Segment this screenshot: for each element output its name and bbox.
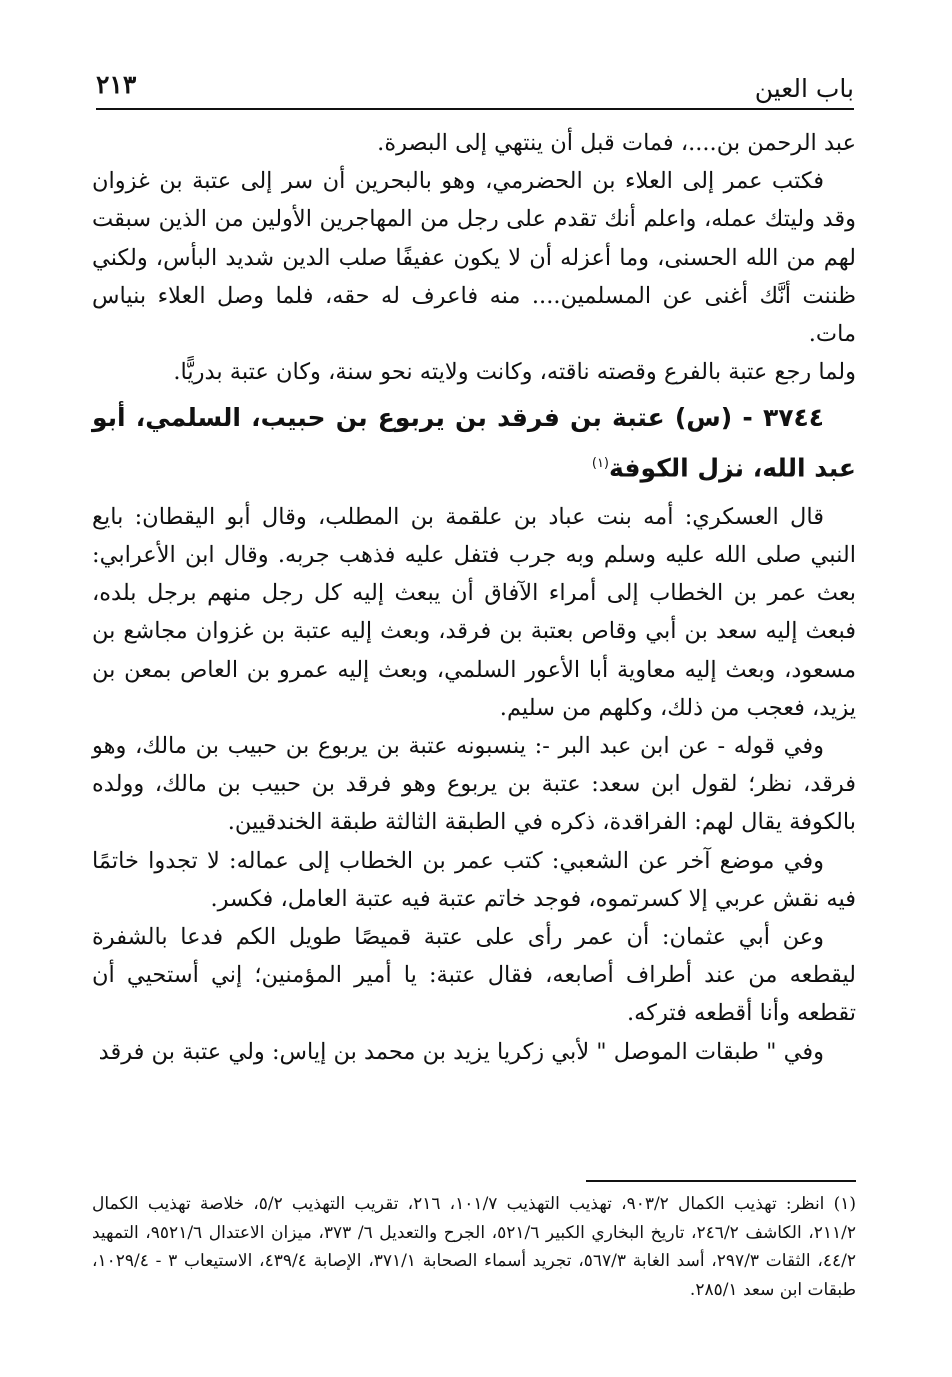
paragraph: قال العسكري: أمه بنت عباد بن علقمة بن المطلب، وقال أبو اليقطان: بايع النبي صلى الله عليه وسلم وبه جرب فتفل عليه فذهب جربه. وقال ابن الأعرابي: بعث عمر بن الخطاب إلى أمراء الآفاق أن يبعث إليه كل رجل منهم برجل بلده، فبعث إليه سعد بن أبي وقاص بعتبة بن فرقد، وبعث إليه عتبة بن غزوان مجاشع بن مسعود، وبعث إليه معاوية أبا الأعور السلمي، وبعث إليه عمرو بن العاص بمعن بن يزيد، فعجب من ذلك، وكلهم من سليم. xyxy=(92,503,856,721)
footnote-divider xyxy=(586,1180,856,1182)
paragraph: وفي " طبقات الموصل " لأبي زكريا يزيد بن محمد بن إياس: ولي عتبة بن فرقد xyxy=(98,1038,824,1065)
entry-heading-text: ٣٧٤٤ - (س) عتبة بن فرقد بن يربوع بن حبيب، السلمي، أبو عبد الله، نزل الكوفة xyxy=(92,403,856,483)
paragraph-continuation: عبد الرحمن بن....، فمات قبل أن ينتهي إلى البصرة. xyxy=(377,130,856,156)
paragraph: وفي موضع آخر عن الشعبي: كتب عمر بن الخطاب إلى عماله: لا تجدوا خاتمًا فيه نقش عربي إلا كسرتموه، فوجد خاتم عتبة فيه عتبة العامل، فكسر. xyxy=(92,847,856,912)
running-header xyxy=(96,68,854,110)
page-number: ٢١٣ xyxy=(96,70,137,99)
footnote: (١) انظر: تهذيب الكمال ٩٠٣/٢، تهذيب التهذيب ١٠١/٧، ٢١٦، تقريب التهذيب ٥/٢، خلاصة تهذيب الكمال ٢١١/٢، الكاشف ٢٤٦/٢، تاريخ البخاري الكبير ٥٢١/٦، الجرح والتعديل ٦/ ٣٧٣، ميزان الاعتدال ٩٥٢١/٦، التمهيد ٤٤/٢، الثقات ٢٩٧/٣، أسد الغابة ٥٦٧/٣، تجريد أسماء الصحابة ٣٧١/١، الإصابة ٤٣٩/٤، الاستيعاب ٣ - ١٠٢٩/٤، طبقات ابن سعد ٢٨٥/١. xyxy=(92,1194,856,1300)
paragraph: فكتب عمر إلى العلاء بن الحضرمي، وهو بالبحرين أن سر إلى عتبة بن غزوان وقد وليتك عمله، واعلم أنك تقدم على رجل من المهاجرين الأولين من الذين سبقت لهم من الله الحسنى، وما أعزله أن لا يكون عفيفًا صلب الدين شديد البأس، ولكني ظننت أنَّك أغنى عن المسلمين.... منه فاعرف له حقه، فلما وصل العلاء بنياس مات. xyxy=(92,168,856,348)
main-text xyxy=(92,124,856,1071)
paragraph: وفي قوله - عن ابن عبد البر -: ينسبونه عتبة بن يربوع بن حبيب بن مالك، وهو فرقد، نظر؛ لقول ابن سعد: عتبة بن يربوع وهو فرقد بن حبيب بن مالك، وولده بالكوفة يقال لهم: الفراقدة، ذكره في الطبقة الثالثة طبقة الخندقيين. xyxy=(92,732,856,836)
footnote-reference[interactable]: (١) xyxy=(591,456,609,472)
paragraph: ولما رجع عتبة بالفرع وقصته ناقته، وكانت ولايته نحو سنة، وكان عتبة بدريًّا. xyxy=(173,359,856,386)
running-title: باب العين xyxy=(754,74,854,103)
entry-heading xyxy=(92,395,856,491)
paragraph: وعن أبي عثمان: أن عمر رأى على عتبة قميصًا طويل الكم فدعا بالشفرة ليقطعه من عند أطراف أصابعه، فقال عتبة: يا أمير المؤمنين؛ إني أستحيي أن تقطعه وأنا أقطعه فتركه. xyxy=(92,923,856,1027)
